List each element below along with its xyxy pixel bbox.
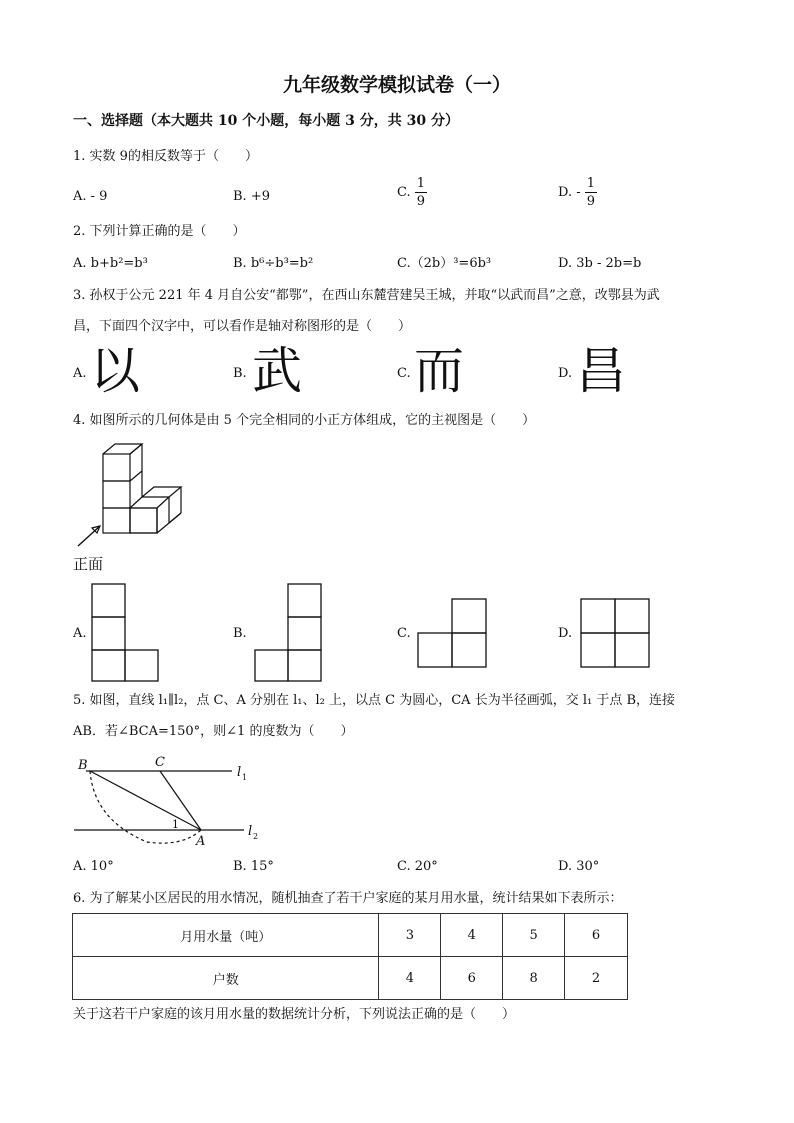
q5-option-d: D. 30° — [558, 859, 600, 874]
q1-option-c-fraction — [415, 177, 427, 208]
question-5-line-1: 5. 如图，直线 l₁∥l₂，点 C、A 分别在 l₁、l₂ 上，以点 C 为圆心，CA 长为半径画弧，交 l₁ 于点 B，连接 — [73, 693, 676, 708]
q2-option-c: C.（2b）³=6b³ — [397, 256, 492, 271]
q5-geometry-figure — [72, 752, 272, 847]
question-3-line-2: 昌，下面四个汉字中，可以看作是轴对称图形的是（ ） — [73, 319, 412, 334]
question-1-text: 1. 实数 9的相反数等于（ ） — [73, 149, 258, 164]
table-cell: 6 — [565, 914, 628, 957]
table-cell: 4 — [379, 957, 441, 1000]
label-c: C — [155, 755, 165, 770]
q3-char-yi: 以 — [90, 342, 140, 400]
q2-option-d: D. 3b - 2b=b — [558, 256, 642, 271]
label-l2: l — [248, 824, 253, 839]
q3-option-b: B. — [233, 366, 247, 381]
q3-option-a: A. — [73, 366, 87, 381]
label-b: B — [78, 758, 88, 773]
water-usage-table — [72, 913, 628, 1000]
table-cell: 2 — [565, 957, 628, 1000]
question-2-text: 2. 下列计算正确的是（ ） — [73, 224, 246, 239]
q2-option-a: A. b+b²=b³ — [73, 256, 148, 271]
q1-option-c — [397, 177, 427, 208]
q4-option-a-figure — [91, 583, 159, 682]
q4-option-a: A. — [73, 626, 87, 641]
q4-option-d-figure — [580, 598, 650, 668]
q3-option-d: D. — [558, 366, 573, 381]
question-3-line-1: 3. 孙权于公元 221 年 4 月自公安“都鄂”，在西山东麓营建吴王城，并取“以武而昌”之意，改鄂县为武 — [73, 288, 660, 303]
label-angle-1: 1 — [172, 818, 179, 831]
table-cell: 5 — [503, 914, 565, 957]
label-l2-subscript: 2 — [253, 832, 259, 841]
question-4-text: 4. 如图所示的几何体是由 5 个完全相同的小正方体组成，它的主视图是（ ） — [73, 413, 536, 428]
q4-front-label: 正面 — [73, 555, 104, 573]
q4-option-c: C. — [397, 626, 411, 641]
q3-char-chang: 昌 — [576, 342, 626, 400]
table-cell: 户数 — [73, 957, 379, 1000]
q1-option-d-label: D. - — [558, 185, 581, 201]
q1-option-b: B. +9 — [233, 189, 270, 204]
table-row — [73, 957, 628, 1000]
q3-char-wu: 武 — [252, 342, 302, 400]
q3-option-c: C. — [397, 366, 411, 381]
label-l1-subscript: 1 — [242, 773, 248, 782]
q2-option-b: B. b⁶÷b³=b² — [233, 256, 314, 271]
question-5-line-2: AB．若∠BCA=150°，则∠1 的度数为（ ） — [73, 724, 354, 739]
table-cell: 3 — [379, 914, 441, 957]
q1-option-c-label: C. — [397, 185, 411, 201]
table-cell: 8 — [503, 957, 565, 1000]
q4-option-d: D. — [558, 626, 573, 641]
q4-option-c-figure — [417, 598, 487, 668]
table-row — [73, 914, 628, 957]
q4-solid-figure — [70, 440, 200, 550]
section-heading: 一、选择题（本大题共 10 个小题，每小题 3 分，共 30 分） — [73, 113, 459, 129]
fraction-denominator: 9 — [586, 193, 596, 209]
q1-option-a: A. - 9 — [73, 189, 108, 204]
table-cell: 月用水量（吨） — [73, 914, 379, 957]
fraction-numerator: 1 — [416, 176, 426, 191]
exam-title: 九年级数学模拟试卷（一） — [282, 74, 511, 96]
label-a: A — [196, 834, 206, 849]
question-6-followup: 关于这若干户家庭的该月用水量的数据统计分析，下列说法正确的是（ ） — [73, 1007, 516, 1022]
label-l1: l — [237, 765, 242, 780]
fraction-numerator: 1 — [586, 176, 596, 191]
table-cell: 4 — [441, 914, 503, 957]
q4-option-b: B. — [233, 626, 247, 641]
q5-option-a: A. 10° — [73, 859, 114, 874]
q3-char-er: 而 — [414, 342, 464, 400]
q5-option-b: B. 15° — [233, 859, 274, 874]
table-cell: 6 — [441, 957, 503, 1000]
q5-option-c: C. 20° — [397, 859, 438, 874]
q4-option-b-figure — [254, 583, 322, 682]
question-6-text: 6. 为了解某小区居民的用水情况，随机抽查了若干户家庭的某月用水量，统计结果如下表所示： — [73, 891, 623, 906]
fraction-denominator: 9 — [416, 193, 426, 209]
q1-option-d-fraction — [585, 177, 597, 208]
q1-option-d — [558, 177, 597, 208]
